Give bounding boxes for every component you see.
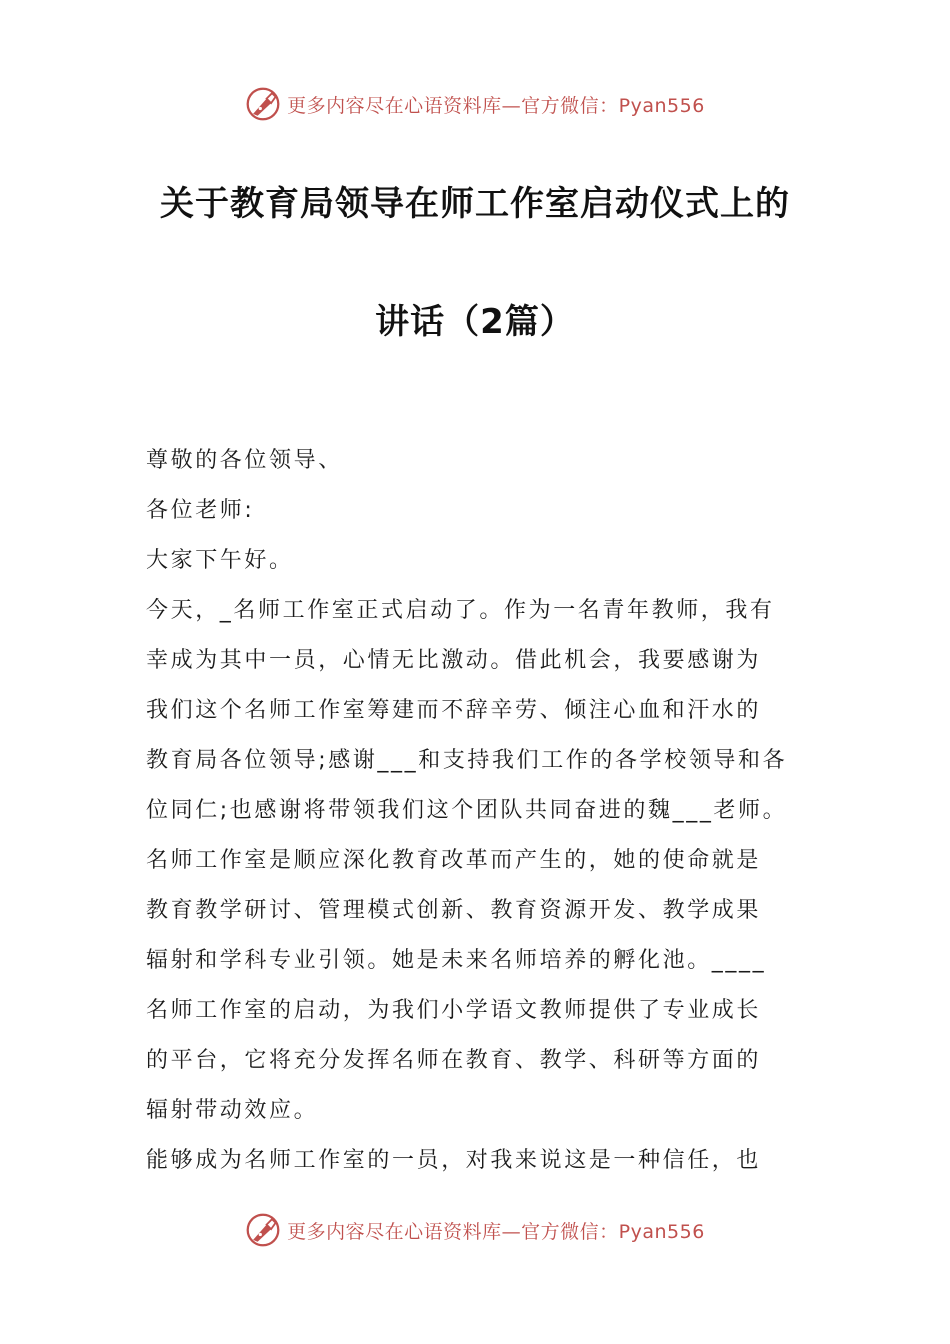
document-title-line-1: 关于教育局领导在师工作室启动仪式上的 [160,184,790,224]
header-watermark [0,84,950,124]
body-line: 教育教学研讨、管理模式创新、教育资源开发、教学成果 [146,898,762,923]
body-line: 我们这个名师工作室筹建而不辞辛劳、倾注心血和汗水的 [146,698,762,723]
document-title-line-2: 讲话（2篇） [375,302,575,342]
body-line: 的平台，它将充分发挥名师在教育、教学、科研等方面的 [146,1048,762,1073]
body-line: 幸成为其中一员，心情无比激动。借此机会，我要感谢为 [146,648,762,673]
body-line: 教育局各位领导;感谢___和支持我们工作的各学校领导和各 [146,748,788,773]
body-line: 能够成为名师工作室的一员，对我来说这是一种信任，也 [146,1148,762,1173]
pen-nib-logo-icon [245,86,281,122]
pen-nib-logo-icon [245,1212,281,1248]
body-line: 位同仁;也感谢将带领我们这个团队共同奋进的魏___老师。 [146,798,788,823]
watermark-main-text: 更多内容尽在心语资料库—官方微信： [287,94,619,117]
watermark-wechat-id: Pyan556 [618,94,705,117]
body-line: 各位老师: [146,498,255,523]
body-line: 尊敬的各位领导、 [146,448,343,473]
body-line: 名师工作室是顺应深化教育改革而产生的，她的使命就是 [146,848,762,873]
watermark-main-text: 更多内容尽在心语资料库—官方微信： [287,1220,619,1243]
body-line: 今天，_名师工作室正式启动了。作为一名青年教师，我有 [146,598,775,623]
body-line: 辐射和学科专业引领。她是未来名师培养的孵化池。____ [146,948,767,973]
watermark-wechat-id: Pyan556 [618,1220,705,1243]
document-body [146,436,808,1186]
body-line: 名师工作室的启动，为我们小学语文教师提供了专业成长 [146,998,762,1023]
watermark-text [287,1217,705,1244]
footer-watermark [0,1210,950,1250]
body-line: 辐射带动效应。 [146,1098,319,1123]
watermark-text [287,91,705,118]
body-line: 大家下午好。 [146,548,294,573]
